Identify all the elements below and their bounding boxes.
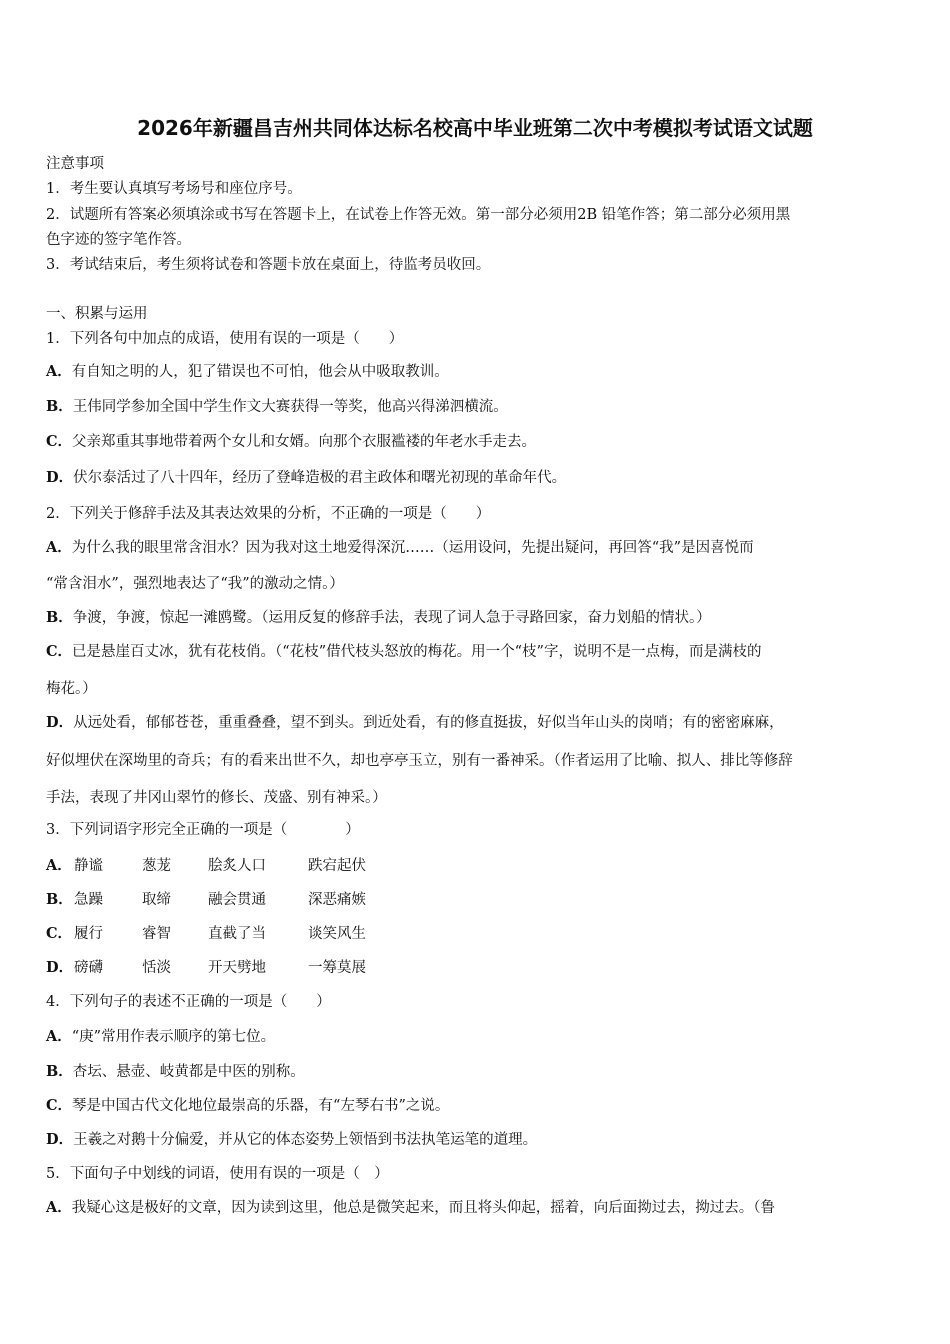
option-text: 从远处看，郁郁苍苍，重重叠叠，望不到头。到近处看，有的修直挺拔，好似当年山头的岗哨；有的密密麻麻， bbox=[73, 715, 784, 731]
option-text: 王伟同学参加全国中学生作文大赛获得一等奖，他高兴得涕泗横流。 bbox=[72, 399, 508, 415]
word: 直截了当 bbox=[208, 926, 266, 942]
option-row bbox=[46, 1094, 908, 1115]
section-heading: 一、积累与运用 bbox=[46, 306, 148, 322]
notice-item: 2．试题所有答案必须填涂或书写在答题卡上，在试卷上作答无效。第一部分必须用2B 铅笔作答；第二部分必须用黑 bbox=[46, 207, 791, 223]
word-row bbox=[46, 854, 908, 875]
word: 静谧 bbox=[74, 858, 103, 874]
option-row bbox=[46, 711, 908, 732]
option-continuation: 梅花。） bbox=[46, 681, 97, 697]
option-row bbox=[46, 466, 908, 487]
question-stem: 1．下列各句中加点的成语，使用有误的一项是（ ） bbox=[46, 331, 404, 347]
word-row bbox=[46, 956, 908, 977]
option-continuation: 手法，表现了井冈山翠竹的修长、茂盛、别有神采。） bbox=[46, 790, 387, 806]
option-text: 杏坛、悬壶、岐黄都是中医的别称。 bbox=[72, 1064, 305, 1080]
word: 履行 bbox=[74, 926, 103, 942]
option-text: 父亲郑重其事地带着两个女儿和女婿。向那个衣服褴褛的年老水手走去。 bbox=[72, 434, 537, 450]
option-text: 琴是中国古代文化地位最崇高的乐器，有“左琴右书”之说。 bbox=[72, 1098, 450, 1114]
option-continuation: “常含泪水”，强烈地表达了“我”的激动之情。） bbox=[46, 576, 344, 592]
option-row bbox=[46, 360, 908, 381]
word: 磅礴 bbox=[74, 960, 103, 976]
option-label: B． bbox=[46, 1063, 73, 1080]
option-label: A． bbox=[46, 857, 72, 874]
option-row bbox=[46, 640, 908, 661]
question-stem: 3．下列词语字形完全正确的一项是（ ） bbox=[46, 822, 360, 838]
word: 睿智 bbox=[142, 926, 171, 942]
option-row bbox=[46, 395, 908, 416]
option-text: 已是悬崖百丈冰，犹有花枝俏。（“花枝”借代枝头怒放的梅花。用一个“枝”字，说明不是一点梅，而是满枝的 bbox=[72, 644, 762, 660]
option-label: C． bbox=[46, 643, 73, 660]
option-label: D． bbox=[46, 469, 74, 486]
option-row bbox=[46, 536, 908, 557]
option-label: C． bbox=[46, 1097, 73, 1114]
option-row bbox=[46, 1128, 908, 1149]
word: 一筹莫展 bbox=[308, 960, 366, 976]
word-row bbox=[46, 922, 908, 943]
question-stem: 2．下列关于修辞手法及其表达效果的分析，不正确的一项是（ ） bbox=[46, 506, 491, 522]
option-text: 我疑心这是极好的文章，因为读到这里，他总是微笑起来，而且将头仰起，摇着，向后面拗过去，拗过去。（鲁 bbox=[71, 1200, 776, 1216]
word: 葱茏 bbox=[142, 858, 171, 874]
word: 谈笑风生 bbox=[308, 926, 366, 942]
option-row bbox=[46, 1060, 908, 1081]
option-label: A． bbox=[46, 1028, 72, 1045]
option-row bbox=[46, 1025, 908, 1046]
option-text: 有自知之明的人，犯了错误也不可怕，他会从中吸取教训。 bbox=[71, 364, 449, 380]
option-text: 为什么我的眼里常含泪水？因为我对这土地爱得深沉……（运用设问，先提出疑问，再回答“我”是因喜悦而 bbox=[71, 540, 754, 556]
option-label: B． bbox=[46, 398, 73, 415]
word: 脍炙人口 bbox=[208, 858, 266, 874]
question-stem: 5．下面句子中划线的词语，使用有误的一项是（ ） bbox=[46, 1166, 389, 1182]
option-continuation: 好似埋伏在深坳里的奇兵；有的看来出世不久，却也亭亭玉立，别有一番神采。（作者运用了比喻、拟人、排比等修辞 bbox=[46, 753, 793, 769]
option-label: B． bbox=[46, 891, 73, 908]
option-text: 争渡，争渡，惊起一滩鸥鹭。（运用反复的修辞手法，表现了词人急于寻路回家，奋力划船的情状。） bbox=[72, 610, 711, 626]
option-row bbox=[46, 1196, 908, 1217]
option-row bbox=[46, 606, 908, 627]
word: 融会贯通 bbox=[208, 892, 266, 908]
option-label: D． bbox=[46, 959, 74, 976]
word: 开天劈地 bbox=[208, 960, 266, 976]
option-label: C． bbox=[46, 925, 73, 942]
word: 取缔 bbox=[142, 892, 171, 908]
option-label: C． bbox=[46, 433, 73, 450]
option-label: D． bbox=[46, 1131, 74, 1148]
notice-item: 色字迹的签字笔作答。 bbox=[46, 232, 191, 248]
option-row bbox=[46, 430, 908, 451]
word: 深恶痛嫉 bbox=[308, 892, 366, 908]
option-label: A． bbox=[46, 539, 72, 556]
option-text: 王羲之对鹅十分偏爱，并从它的体态姿势上领悟到书法执笔运笔的道理。 bbox=[73, 1132, 538, 1148]
option-label: D． bbox=[46, 714, 74, 731]
word: 急躁 bbox=[74, 892, 103, 908]
word: 跌宕起伏 bbox=[308, 858, 366, 874]
notice-item: 1．考生要认真填写考场号和座位序号。 bbox=[46, 181, 302, 197]
page-title: 2026年新疆昌吉州共同体达标名校高中毕业班第二次中考模拟考试语文试题 bbox=[137, 116, 813, 140]
option-label: B． bbox=[46, 609, 73, 626]
option-text: 伏尔泰活过了八十四年，经历了登峰造极的君主政体和曙光初现的革命年代。 bbox=[73, 470, 567, 486]
notice-heading: 注意事项 bbox=[46, 156, 104, 172]
option-label: A． bbox=[46, 363, 72, 380]
notice-item: 3．考试结束后，考生须将试卷和答题卡放在桌面上，待监考员收回。 bbox=[46, 257, 491, 273]
word-row bbox=[46, 888, 908, 909]
question-stem: 4．下列句子的表述不正确的一项是（ ） bbox=[46, 994, 331, 1010]
word: 恬淡 bbox=[142, 960, 171, 976]
option-label: A． bbox=[46, 1199, 72, 1216]
option-text: “庚”常用作表示顺序的第七位。 bbox=[71, 1029, 276, 1045]
